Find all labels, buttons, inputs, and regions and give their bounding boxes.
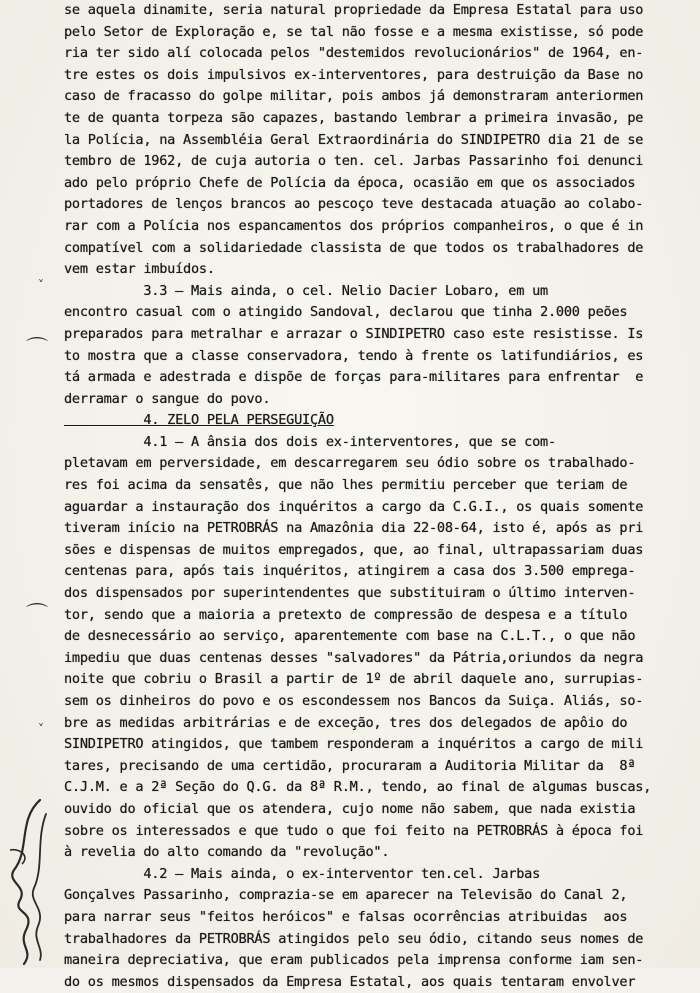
text-line: pletavam em perversidade, em descarregarem seu ódio sobre os trabalhado-: [64, 455, 636, 472]
text-line: ado pelo próprio Chefe de Polícia da época, ocasião em que os associados: [64, 174, 636, 191]
margin-bracket-mark: ⌒: [26, 603, 49, 628]
text-line: derramar o sangue do povo.: [64, 390, 271, 407]
text-line: Gonçalves Passarinho, comprazia-se em aparecer na Televisão do Canal 2,: [64, 887, 628, 904]
text-line: tá armada e adestrada e dispõe de forças para-militares para enfrentar e: [64, 369, 644, 386]
text-line: SINDIPETRO atingidos, que tambem responderam a inquéritos a cargo de mili: [64, 736, 644, 753]
text-line: maneira depreciativa, que eram publicados pela imprensa conforme iam sen-: [64, 952, 644, 969]
text-line: centenas para, após tais inquéritos, atingirem a casa dos 3.500 emprega-: [64, 563, 636, 580]
margin-tick-mark: ˅: [38, 278, 44, 292]
text-line: te de quanta torpeza são capazes, bastando lembrar a primeira invasão, pe: [64, 109, 644, 126]
margin-bracket-mark: ⌒: [26, 337, 49, 362]
text-line: rar com a Polícia nos espancamentos dos próprios companheiros, o que é in: [64, 217, 644, 234]
text-line: tiveram início na PETROBRÁS na Amazônia dia 22-08-64, isto é, após as pri: [64, 520, 644, 537]
text-line: 3.3 — Mais ainda, o cel. Nelio Dacier Lobaro, em um: [64, 282, 548, 299]
text-line: sem os dinheiros do povo e os escondessem nos Bancos da Suiça. Aliás, so-: [64, 693, 644, 709]
text-line: aguardar a instauração dos inquéritos a cargo da C.G.I., os quais somente: [64, 498, 644, 515]
handwritten-signature: [0, 790, 60, 968]
text-line: caso de fracasso do golpe militar, pois ambos já demonstraram anteriormen: [64, 88, 644, 105]
text-line: to mostra que a classe conservadora, tendo à frente os latifundiários, es: [64, 347, 644, 364]
text-line: res foi acima da sensatês, que não lhes permitiu perceber que teriam de: [64, 477, 628, 494]
text-line: impediu que duas centenas desses "salvadores" da Pátria,oriundos da negra: [64, 649, 644, 666]
text-line: tre estes os dois impulsivos ex-interventores, para destruição da Base no: [64, 66, 644, 83]
section-heading: 4. ZELO PELA PERSEGUIÇÃO: [64, 412, 334, 429]
text-line: C.J.M. e a 2ª Seção do Q.G. da 8ª R.M., tendo, ao final de algumas buscas,: [64, 779, 652, 796]
text-line: se aquela dinamite, seria natural propriedade da Empresa Estatal para uso: [64, 2, 644, 18]
text-line: portadores de lenços brancos ao pescoço teve destacada atuação ao colabo-: [64, 196, 644, 213]
text-line: sobre os interessados e que tudo o que foi feito na PETROBRÁS à época foi: [64, 822, 644, 839]
text-line: compatível com a solidariedade classista de que todos os trabalhadores de: [64, 239, 644, 256]
text-line: sões e dispensas de muitos empregados, que, ao final, ultrapassariam duas: [64, 541, 644, 558]
text-line: trabalhadores da PETROBRÁS atingidos pelo seu ódio, citando seus nomes de: [64, 930, 644, 947]
text-line: noite que cobriu o Brasil a partir de 1º de abril daquele ano, surrupias-: [64, 671, 644, 688]
document-body: [64, 0, 696, 993]
text-line: dos dispensados por superintendentes que substituiram o último interven-: [64, 585, 636, 602]
text-line: de desnecessário ao serviço, aparentemente com base na C.L.T., o que não: [64, 628, 636, 645]
text-line: la Polícia, na Assembléia Geral Extraordinária do SINDIPETRO dia 21 de se: [64, 131, 644, 148]
text-line: bre as medidas arbitrárias e de exceção, tres dos delegados de apôio do: [64, 714, 628, 731]
margin-tick-mark: ˅: [38, 722, 44, 736]
text-line: do os mesmos dispensados da Empresa Estatal, aos quais tentaram envolver: [64, 973, 636, 990]
text-line: 4.2 — Mais ainda, o ex-interventor ten.cel. Jarbas: [64, 865, 541, 882]
text-line: pelo Setor de Exploração e, se tal não fosse e a mesma existisse, só pode: [64, 23, 644, 40]
text-line: 4.1 — A ânsia dos dois ex-interventores, que se com-: [64, 433, 556, 450]
text-line: ouvido do oficial que os atendera, cujo nome não sabem, que nada existia: [64, 800, 636, 817]
text-line: à revelia do alto comando da "revolução".: [64, 844, 390, 861]
text-line: tembro de 1962, de cuja autoria o ten. cel. Jarbas Passarinho foi denunci: [64, 153, 644, 170]
text-line: preparados para metralhar e arrazar o SINDIPETRO caso este resistisse. Is: [64, 325, 644, 342]
text-line: para narrar seus "feitos heróicos" e falsas ocorrências atribuidas aos: [64, 908, 628, 925]
text-line: encontro casual com o atingido Sandoval, declarou que tinha 2.000 peões: [64, 304, 628, 321]
text-line: tor, sendo que a maioria a pretexto de compressão de despesa e a título: [64, 606, 628, 623]
text-line: tares, precisando de uma certidão, procuraram a Auditoria Militar da 8ª: [64, 757, 636, 774]
text-line: vem estar imbuídos.: [64, 261, 215, 278]
text-line: ria ter sido alí colocada pelos "destemidos revolucionários" de 1964, en-: [64, 45, 644, 62]
